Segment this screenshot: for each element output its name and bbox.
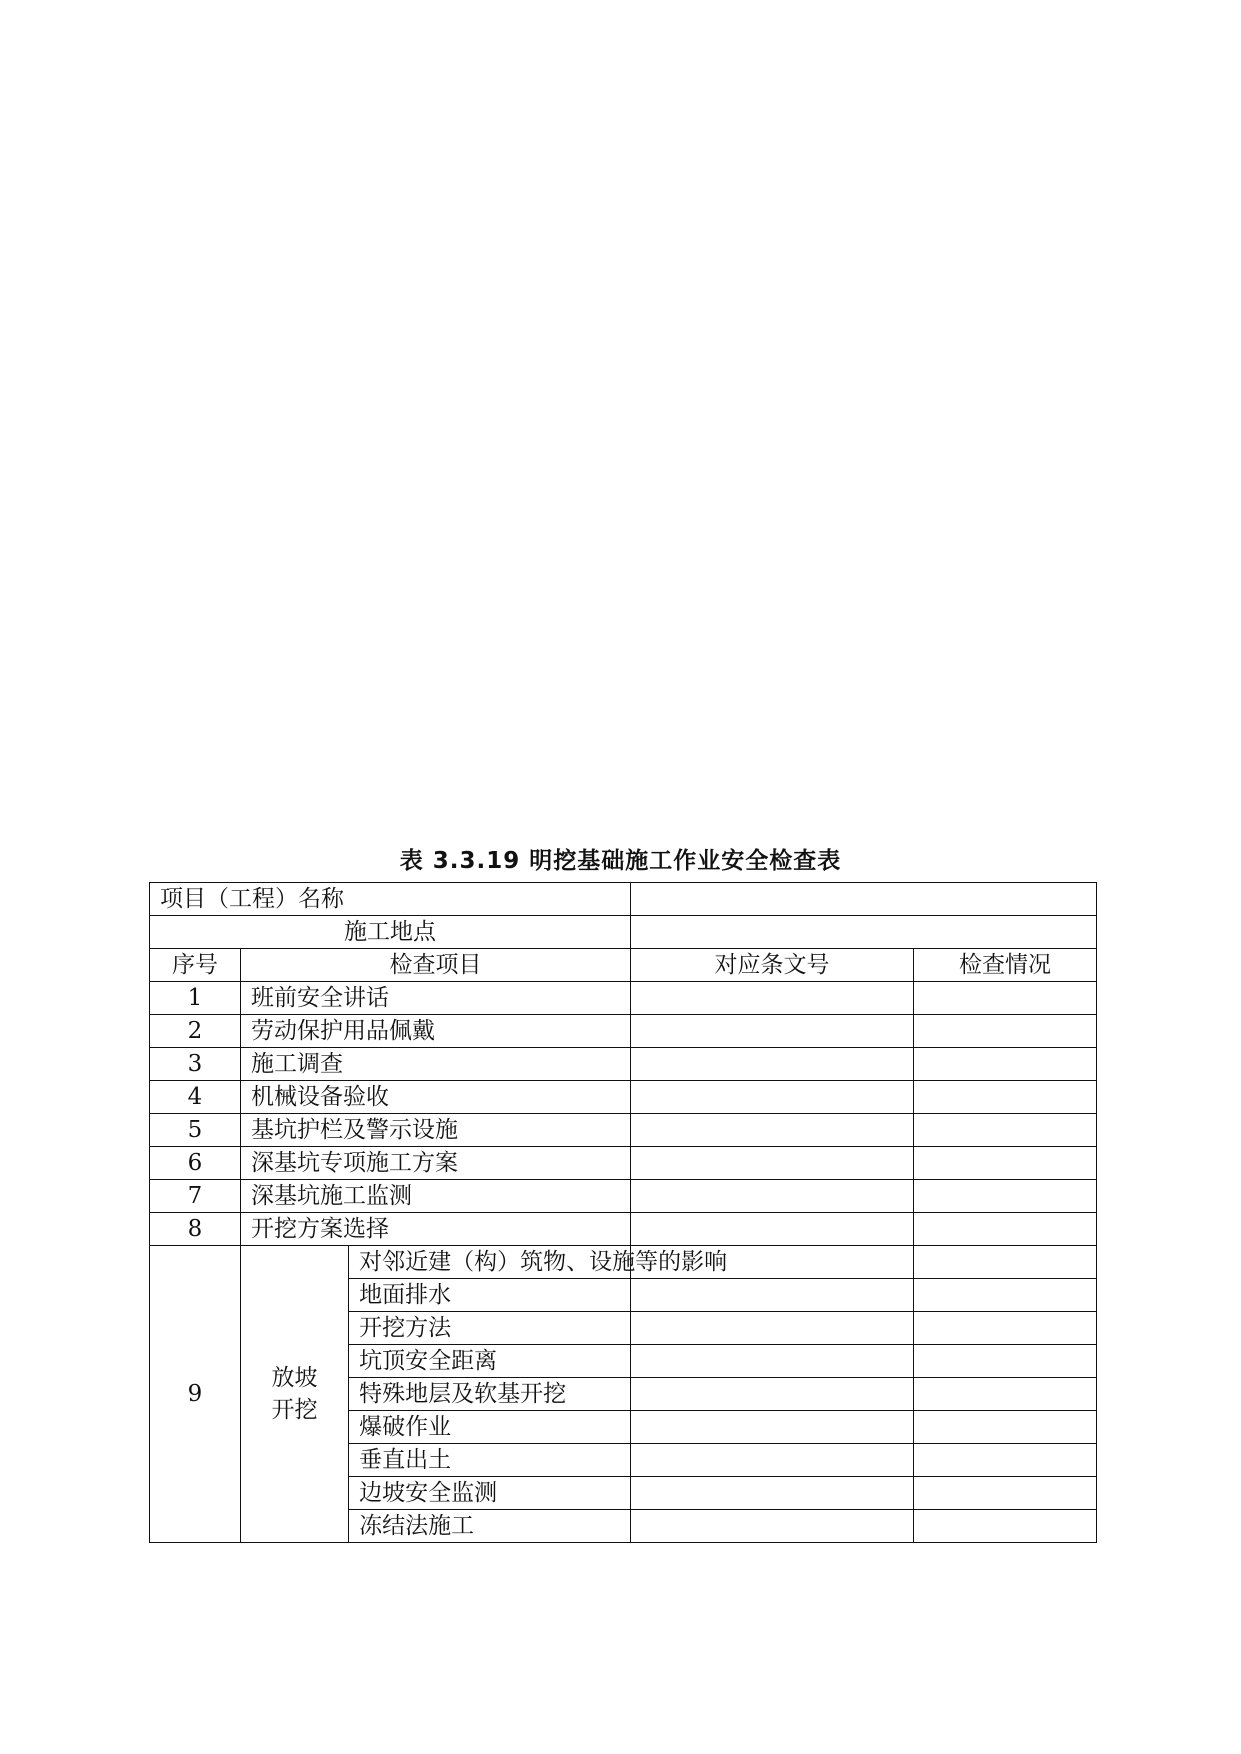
- row-item: 开挖方案选择: [240, 1213, 630, 1246]
- project-name-label: 项目（工程）名称: [150, 883, 631, 916]
- row-clause[interactable]: [631, 1180, 914, 1213]
- table-row: [150, 1180, 1097, 1213]
- row-clause[interactable]: [631, 1081, 914, 1114]
- subitem-clause[interactable]: [631, 1378, 914, 1411]
- subitem-status[interactable]: [914, 1477, 1097, 1510]
- subitem-status[interactable]: [914, 1279, 1097, 1312]
- row-status[interactable]: [914, 1048, 1097, 1081]
- group-rows: [150, 1246, 1097, 1543]
- subitem-name: 对邻近建（构）筑物、设施等的影响: [349, 1246, 631, 1279]
- col-header-seq: 序号: [150, 949, 241, 982]
- row-clause[interactable]: [631, 1114, 914, 1147]
- row-seq: 4: [150, 1081, 241, 1114]
- table-title: 表 3.3.19 明挖基础施工作业安全检查表: [399, 848, 842, 874]
- row-clause[interactable]: [631, 1147, 914, 1180]
- row-seq: 6: [150, 1147, 241, 1180]
- subitem-clause[interactable]: [631, 1411, 914, 1444]
- row-clause[interactable]: [631, 1213, 914, 1246]
- subitem-name: 冻结法施工: [349, 1510, 631, 1543]
- group-category-label: 放坡开挖: [271, 1365, 318, 1423]
- row-status[interactable]: [914, 1114, 1097, 1147]
- row-item: 深基坑专项施工方案: [240, 1147, 630, 1180]
- group-category: [240, 1246, 348, 1543]
- row-seq: 5: [150, 1114, 241, 1147]
- table-row: [150, 1015, 1097, 1048]
- col-header-status: 检查情况: [914, 949, 1097, 982]
- subitem-clause[interactable]: [631, 1510, 914, 1543]
- subitem-status[interactable]: [914, 1444, 1097, 1477]
- project-name-value[interactable]: [631, 883, 1097, 916]
- col-header-clause: 对应条文号: [631, 949, 914, 982]
- subitem-name: 开挖方法: [349, 1312, 631, 1345]
- subitem-name: 地面排水: [349, 1279, 631, 1312]
- subitem-clause[interactable]: [631, 1312, 914, 1345]
- row-status[interactable]: [914, 1147, 1097, 1180]
- row-seq: 3: [150, 1048, 241, 1081]
- subitem-name: 边坡安全监测: [349, 1477, 631, 1510]
- subitem-status[interactable]: [914, 1312, 1097, 1345]
- row-item: 基坑护栏及警示设施: [240, 1114, 630, 1147]
- table-row: [150, 982, 1097, 1015]
- column-header-row: [150, 949, 1097, 982]
- site-label: 施工地点: [150, 916, 631, 949]
- site-row: [150, 916, 1097, 949]
- row-item: 施工调查: [240, 1048, 630, 1081]
- subitem-status[interactable]: [914, 1411, 1097, 1444]
- subitem-status[interactable]: [914, 1510, 1097, 1543]
- col-header-item: 检查项目: [240, 949, 630, 982]
- row-seq: 2: [150, 1015, 241, 1048]
- subitem-clause[interactable]: [631, 1279, 914, 1312]
- table-row: [150, 1246, 1097, 1279]
- row-clause[interactable]: [631, 1048, 914, 1081]
- subitem-name: 特殊地层及软基开挖: [349, 1378, 631, 1411]
- row-clause[interactable]: [631, 1015, 914, 1048]
- subitem-name: 垂直出土: [349, 1444, 631, 1477]
- subitem-name: 坑顶安全距离: [349, 1345, 631, 1378]
- row-status[interactable]: [914, 1213, 1097, 1246]
- site-value[interactable]: [631, 916, 1097, 949]
- subitem-clause[interactable]: [631, 1477, 914, 1510]
- table-row: [150, 1147, 1097, 1180]
- subitem-status[interactable]: [914, 1246, 1097, 1279]
- subitem-name: 爆破作业: [349, 1411, 631, 1444]
- row-item: 劳动保护用品佩戴: [240, 1015, 630, 1048]
- row-status[interactable]: [914, 1081, 1097, 1114]
- row-status[interactable]: [914, 1015, 1097, 1048]
- group-seq: 9: [150, 1246, 241, 1543]
- subitem-status[interactable]: [914, 1378, 1097, 1411]
- row-item: 深基坑施工监测: [240, 1180, 630, 1213]
- row-item: 班前安全讲话: [240, 982, 630, 1015]
- table-row: [150, 1114, 1097, 1147]
- subitem-clause[interactable]: [631, 1345, 914, 1378]
- table-row: [150, 1213, 1097, 1246]
- subitem-clause[interactable]: [631, 1444, 914, 1477]
- project-name-row: [150, 883, 1097, 916]
- inspection-table: [149, 882, 1097, 1543]
- row-status[interactable]: [914, 982, 1097, 1015]
- row-seq: 1: [150, 982, 241, 1015]
- row-seq: 8: [150, 1213, 241, 1246]
- subitem-status[interactable]: [914, 1345, 1097, 1378]
- row-seq: 7: [150, 1180, 241, 1213]
- simple-rows: [150, 982, 1097, 1246]
- table-row: [150, 1081, 1097, 1114]
- row-item: 机械设备验收: [240, 1081, 630, 1114]
- row-status[interactable]: [914, 1180, 1097, 1213]
- table-row: [150, 1048, 1097, 1081]
- row-clause[interactable]: [631, 982, 914, 1015]
